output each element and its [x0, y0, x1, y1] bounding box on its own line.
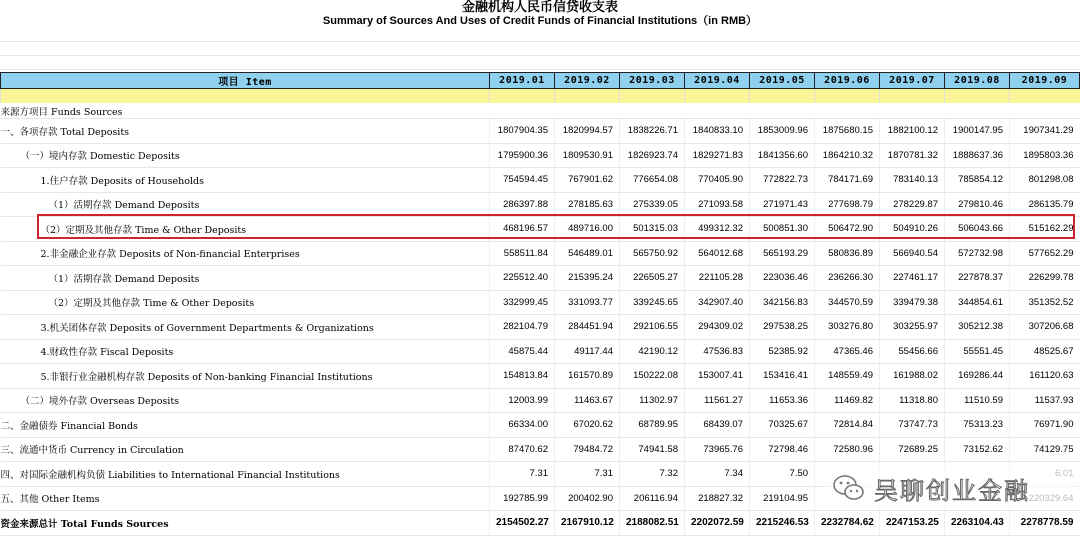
cell-value: 286135.79 — [1010, 192, 1080, 217]
cell-value: 67020.62 — [555, 413, 620, 438]
header-month: 2019.07 — [880, 73, 945, 89]
cell-value: 153007.41 — [685, 364, 750, 389]
cell-value: 68789.95 — [620, 413, 685, 438]
table-row — [1, 266, 1080, 291]
cell-value: 66334.00 — [490, 413, 555, 438]
cell-value: 161120.63 — [1010, 364, 1080, 389]
cell-value: 770405.90 — [685, 168, 750, 193]
header-month: 2019.01 — [490, 73, 555, 89]
cell-value: 351352.52 — [1010, 290, 1080, 315]
cell-value: 2188082.51 — [620, 511, 685, 536]
cell-value: 49117.44 — [555, 339, 620, 364]
table-row — [1, 290, 1080, 315]
header-month: 2019.09 — [1010, 73, 1080, 89]
cell-value: 515162.29 — [1010, 217, 1080, 242]
cell-value: 206116.94 — [620, 486, 685, 511]
cell-value: 150222.08 — [620, 364, 685, 389]
cell-value: 70325.67 — [750, 413, 815, 438]
header-month: 2019.08 — [945, 73, 1010, 89]
cell-value: 2278778.59 — [1010, 511, 1080, 536]
cell-value: 148559.49 — [815, 364, 880, 389]
row-label: 4.财政性存款 Fiscal Deposits — [1, 339, 490, 364]
cell-value: 161570.89 — [555, 364, 620, 389]
cell-value: 506043.66 — [945, 217, 1010, 242]
cell-value: 225512.40 — [490, 266, 555, 291]
cell-value: 558511.84 — [490, 241, 555, 266]
cell-value: 7.31 — [490, 462, 555, 487]
cell-value: 12003.99 — [490, 388, 555, 413]
row-label: 一、各项存款 Total Deposits — [1, 119, 490, 144]
cell-value: 73747.73 — [880, 413, 945, 438]
cell-value: 342156.83 — [750, 290, 815, 315]
cell-value: 342907.40 — [685, 290, 750, 315]
header-month: 2019.03 — [620, 73, 685, 89]
cell-value: 275339.05 — [620, 192, 685, 217]
cell-value: 297538.25 — [750, 315, 815, 340]
cell-value: 500851.30 — [750, 217, 815, 242]
table-row — [1, 192, 1080, 217]
cell-value: 1895803.36 — [1010, 143, 1080, 168]
empty-sheet-rows — [0, 28, 1080, 72]
section-label: 来源方项目 Funds Sources — [1, 103, 490, 119]
cell-value: 294309.02 — [685, 315, 750, 340]
table-row — [1, 241, 1080, 266]
header-month: 2019.06 — [815, 73, 880, 89]
table-title-en: Summary of Sources And Uses of Credit Funds of Financial Institutions（in RMB） — [322, 15, 758, 27]
row-label: 五、其他 Other Items — [1, 486, 490, 511]
cell-value: 271093.58 — [685, 192, 750, 217]
cell-value: 772822.73 — [750, 168, 815, 193]
cell-value: 236266.30 — [815, 266, 880, 291]
row-label: （1）活期存款 Demand Deposits — [1, 266, 490, 291]
cell-value: 1841356.60 — [750, 143, 815, 168]
cell-value: 72580.96 — [815, 437, 880, 462]
cell-value: 1870781.32 — [880, 143, 945, 168]
table-title-zh: 金融机构人民币信贷收支表 — [461, 0, 618, 15]
cell-value: 72814.84 — [815, 413, 880, 438]
cell-value: 1826923.74 — [620, 143, 685, 168]
watermark-text: 吴聊创业金融 — [874, 476, 1030, 505]
cell-value: 76971.90 — [1010, 413, 1080, 438]
cell-value: 2167910.12 — [555, 511, 620, 536]
cell-value: 331093.77 — [555, 290, 620, 315]
cell-value: 11318.80 — [880, 388, 945, 413]
wechat-logo-icon — [832, 473, 866, 503]
cell-value: 564012.68 — [685, 241, 750, 266]
table-row — [1, 364, 1080, 389]
table-row — [1, 437, 1080, 462]
table-header-row — [1, 73, 1080, 89]
cell-value: 307206.68 — [1010, 315, 1080, 340]
cell-value: 75313.23 — [945, 413, 1010, 438]
cell-value: 215395.24 — [555, 266, 620, 291]
cell-value: 7.32 — [620, 462, 685, 487]
cell-value: 73965.76 — [685, 437, 750, 462]
cell-value: 784171.69 — [815, 168, 880, 193]
cell-value: 55456.66 — [880, 339, 945, 364]
row-label: 四、对国际金融机构负债 Liabilities to International Financial Institutions — [1, 462, 490, 487]
table-row — [1, 388, 1080, 413]
table-row — [1, 315, 1080, 340]
row-label: 1.住户存款 Deposits of Households — [1, 168, 490, 193]
cell-value: 1809530.91 — [555, 143, 620, 168]
cell-value: 344854.61 — [945, 290, 1010, 315]
cell-value: 1900147.95 — [945, 119, 1010, 144]
row-label: （2）定期及其他存款 Time & Other Deposits — [1, 217, 490, 242]
cell-value: 1807904.35 — [490, 119, 555, 144]
header-month: 2019.02 — [555, 73, 620, 89]
cell-value: 11463.67 — [555, 388, 620, 413]
row-label: 二、金融债券 Financial Bonds — [1, 413, 490, 438]
cell-value: 332999.45 — [490, 290, 555, 315]
cell-value: 47365.46 — [815, 339, 880, 364]
cell-value: 2247153.25 — [880, 511, 945, 536]
yellow-band-row — [1, 89, 1080, 104]
cell-value: 87470.62 — [490, 437, 555, 462]
cell-value: 1795900.36 — [490, 143, 555, 168]
cell-value: 565193.29 — [750, 241, 815, 266]
cell-value: 468196.57 — [490, 217, 555, 242]
cell-value: 2232784.62 — [815, 511, 880, 536]
cell-value: 227461.17 — [880, 266, 945, 291]
cell-value: 1864210.32 — [815, 143, 880, 168]
cell-value: 501315.03 — [620, 217, 685, 242]
row-label: （1）活期存款 Demand Deposits — [1, 192, 490, 217]
cell-value: 55551.45 — [945, 339, 1010, 364]
cell-value: 11653.36 — [750, 388, 815, 413]
cell-value: 223036.46 — [750, 266, 815, 291]
cell-value: 284451.94 — [555, 315, 620, 340]
row-label: （2）定期及其他存款 Time & Other Deposits — [1, 290, 490, 315]
cell-value: 1888637.36 — [945, 143, 1010, 168]
row-label: 2.非金融企业存款 Deposits of Non-financial Enterprises — [1, 241, 490, 266]
cell-value: 504910.26 — [880, 217, 945, 242]
cell-value: 226505.27 — [620, 266, 685, 291]
cell-value: 580836.89 — [815, 241, 880, 266]
cell-value: 2263104.43 — [945, 511, 1010, 536]
cell-value: 11537.93 — [1010, 388, 1080, 413]
cell-value: 226299.78 — [1010, 266, 1080, 291]
cell-value: 11469.82 — [815, 388, 880, 413]
cell-value: 153416.41 — [750, 364, 815, 389]
cell-value: 79484.72 — [555, 437, 620, 462]
row-label: 5.非银行业金融机构存款 Deposits of Non-banking Financial Institutions — [1, 364, 490, 389]
table-row — [1, 143, 1080, 168]
cell-value: 72689.25 — [880, 437, 945, 462]
table-row — [1, 168, 1080, 193]
cell-value: 45875.44 — [490, 339, 555, 364]
cell-value: 1853009.96 — [750, 119, 815, 144]
cell-value: 1882100.12 — [880, 119, 945, 144]
cell-value: 292106.55 — [620, 315, 685, 340]
cell-value: 282104.79 — [490, 315, 555, 340]
cell-value: 42190.12 — [620, 339, 685, 364]
cell-value: 218827.32 — [685, 486, 750, 511]
cell-value: 279810.46 — [945, 192, 1010, 217]
cell-value: 2154502.27 — [490, 511, 555, 536]
cell-value: 1829271.83 — [685, 143, 750, 168]
cell-value: 7.31 — [555, 462, 620, 487]
cell-value: 305212.38 — [945, 315, 1010, 340]
cell-value: 200402.90 — [555, 486, 620, 511]
cell-value: 785854.12 — [945, 168, 1010, 193]
watermark — [826, 466, 1078, 510]
cell-value: 47536.83 — [685, 339, 750, 364]
header-month: 2019.05 — [750, 73, 815, 89]
cell-value: 767901.62 — [555, 168, 620, 193]
table-row — [1, 119, 1080, 144]
cell-value: 11561.27 — [685, 388, 750, 413]
cell-value: 72798.46 — [750, 437, 815, 462]
cell-value: 278229.87 — [880, 192, 945, 217]
cell-value: 489716.00 — [555, 217, 620, 242]
section-row — [1, 103, 1080, 119]
cell-value: 1907341.29 — [1010, 119, 1080, 144]
cell-value: 344570.59 — [815, 290, 880, 315]
cell-value: 566940.54 — [880, 241, 945, 266]
cell-value: 801298.08 — [1010, 168, 1080, 193]
cell-value: 48525.67 — [1010, 339, 1080, 364]
cell-value: 303276.80 — [815, 315, 880, 340]
cell-value: 74941.58 — [620, 437, 685, 462]
table-row — [1, 217, 1080, 242]
cell-value: 277698.79 — [815, 192, 880, 217]
cell-value: 7.34 — [685, 462, 750, 487]
cell-value: 546489.01 — [555, 241, 620, 266]
cell-value: 286397.88 — [490, 192, 555, 217]
cell-value: 11302.97 — [620, 388, 685, 413]
cell-value: 68439.07 — [685, 413, 750, 438]
cell-value: 2202072.59 — [685, 511, 750, 536]
cell-value: 776654.08 — [620, 168, 685, 193]
row-label: 3.机关团体存款 Deposits of Government Departments & Organizations — [1, 315, 490, 340]
cell-value: 278185.63 — [555, 192, 620, 217]
row-label: 资金来源总计 Total Funds Sources — [1, 511, 490, 536]
cell-value: 572732.98 — [945, 241, 1010, 266]
cell-value: 227878.37 — [945, 266, 1010, 291]
cell-value: 506472.90 — [815, 217, 880, 242]
cell-value: 1875680.15 — [815, 119, 880, 144]
cell-value: 11510.59 — [945, 388, 1010, 413]
cell-value: 161988.02 — [880, 364, 945, 389]
table-row — [1, 511, 1080, 536]
cell-value: 271971.43 — [750, 192, 815, 217]
cell-value: 1840833.10 — [685, 119, 750, 144]
cell-value: 577652.29 — [1010, 241, 1080, 266]
cell-value: 1838226.71 — [620, 119, 685, 144]
row-label: 三、流通中货币 Currency in Circulation — [1, 437, 490, 462]
header-month: 2019.04 — [685, 73, 750, 89]
cell-value: 303255.97 — [880, 315, 945, 340]
cell-value: 7.50 — [750, 462, 815, 487]
cell-value: 754594.45 — [490, 168, 555, 193]
cell-value: 169286.44 — [945, 364, 1010, 389]
row-label: （二）境外存款 Overseas Deposits — [1, 388, 490, 413]
cell-value: 221105.28 — [685, 266, 750, 291]
cell-value: 192785.99 — [490, 486, 555, 511]
header-item: 项目 Item — [1, 73, 490, 89]
table-row — [1, 413, 1080, 438]
table-row — [1, 339, 1080, 364]
cell-value: 73152.62 — [945, 437, 1010, 462]
cell-value: 783140.13 — [880, 168, 945, 193]
cell-value: 154813.84 — [490, 364, 555, 389]
cell-value: 52385.92 — [750, 339, 815, 364]
cell-value: 339479.38 — [880, 290, 945, 315]
cell-value: 1820994.57 — [555, 119, 620, 144]
row-label: （一）境内存款 Domestic Deposits — [1, 143, 490, 168]
cell-value: 2215246.53 — [750, 511, 815, 536]
cell-value: 339245.65 — [620, 290, 685, 315]
cell-value: 565750.92 — [620, 241, 685, 266]
cell-value: 74129.75 — [1010, 437, 1080, 462]
cell-value: 219104.95 — [750, 486, 815, 511]
cell-value: 499312.32 — [685, 217, 750, 242]
